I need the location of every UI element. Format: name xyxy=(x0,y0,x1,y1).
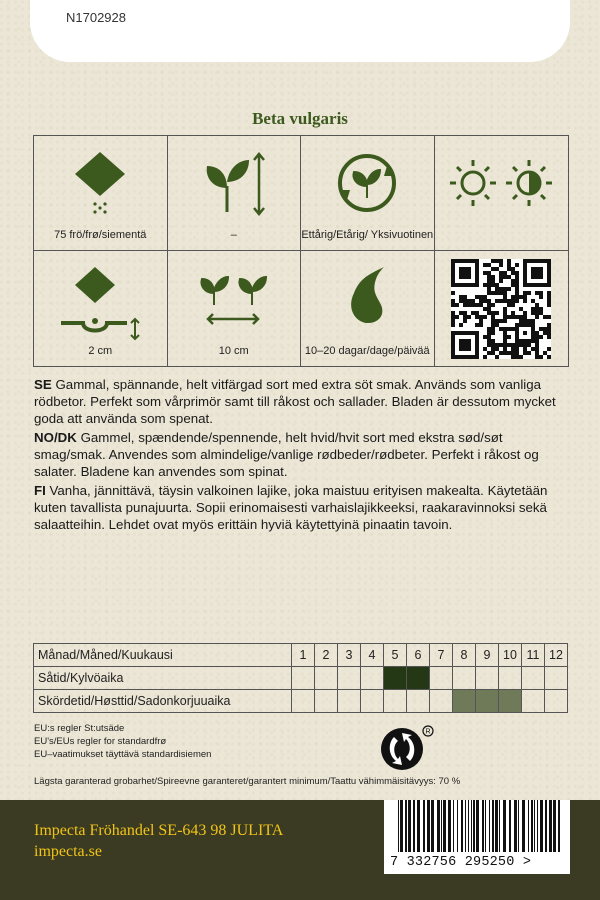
sow-month-4 xyxy=(361,667,384,690)
plant-spacing-label: 10 cm xyxy=(218,345,249,357)
sow-month-9 xyxy=(476,667,499,690)
description-fi-text: Vanha, jännittävä, täysin valkoinen lajike, joka maistuu erityisen makealta. Käytetään kuten tavallista punajuurta. Sopii erinomaisesti varhaislajikkeeksi, raakaravinnoksi sekä salaatteihin. Lehdet ovat myös erittäin hyviä käytettyinä pinaatin tavoin. xyxy=(34,483,548,532)
sow-month-6 xyxy=(407,667,430,690)
sow-month-3 xyxy=(338,667,361,690)
month-5: 5 xyxy=(384,644,407,667)
plant-spacing-icon xyxy=(194,263,274,333)
calendar-header-row xyxy=(34,644,568,667)
sow-month-11 xyxy=(522,667,545,690)
regulation-fi: EU–vaatimukset täyttävä standardisiemen xyxy=(34,749,212,760)
harvest-month-7 xyxy=(430,690,453,713)
annual-cycle-icon xyxy=(332,148,402,218)
month-4: 4 xyxy=(361,644,384,667)
svg-text:R: R xyxy=(425,728,431,736)
lifecycle-label: Ettårig/Etårig/ Yksivuotinen xyxy=(301,229,434,241)
description-no-dk xyxy=(34,429,566,480)
sow-month-10 xyxy=(499,667,522,690)
harvest-month-10 xyxy=(499,690,522,713)
sowing-depth-label: 2 cm xyxy=(88,345,113,357)
seed-count-label: 75 frö/frø/siementä xyxy=(54,229,147,241)
harvest-month-11 xyxy=(522,690,545,713)
green-dot-recycle-icon xyxy=(380,723,436,773)
icon-cell-lifecycle xyxy=(301,136,435,251)
sow-month-1 xyxy=(292,667,315,690)
icon-cell-seeds xyxy=(34,136,168,251)
month-6: 6 xyxy=(407,644,430,667)
calendar-sow-row xyxy=(34,667,568,690)
icon-cell-spacing xyxy=(168,251,302,366)
sow-month-8 xyxy=(453,667,476,690)
company-address xyxy=(34,820,283,862)
description-se-text: Gammal, spännande, helt vitfärgad sort med extra söt smak. Används som vanliga rödbetor. Perfekt som vårprimör samt till råkost och sallader. Bladen är dessutom mycket goda att använda som spenat. xyxy=(34,377,556,426)
month-8: 8 xyxy=(453,644,476,667)
harvest-month-2 xyxy=(315,690,338,713)
species-name: Beta vulgaris xyxy=(252,109,348,128)
month-3: 3 xyxy=(338,644,361,667)
barcode-digits: 7 332756 295250 > xyxy=(384,852,570,874)
growing-calendar xyxy=(33,643,568,713)
harvest-row-label: Skördetid/Høsttid/Sadonkorjuuaika xyxy=(34,690,292,713)
icon-cell-qr xyxy=(435,251,569,366)
sun-halfsun-icon xyxy=(443,148,559,218)
company-name: Impecta Fröhandel SE-643 98 JULITA xyxy=(34,822,284,839)
plant-height-label: – xyxy=(230,229,237,241)
regulations-text xyxy=(34,722,211,761)
description-block xyxy=(34,376,566,535)
icon-cell-depth xyxy=(34,251,168,366)
seed-packet-dots-icon xyxy=(65,148,135,218)
harvest-month-8 xyxy=(453,690,476,713)
lang-code-fi: FI xyxy=(34,483,46,498)
harvest-month-1 xyxy=(292,690,315,713)
month-2: 2 xyxy=(315,644,338,667)
sowing-depth-icon xyxy=(55,263,145,343)
month-7: 7 xyxy=(430,644,453,667)
sow-month-2 xyxy=(315,667,338,690)
company-website[interactable]: impecta.se xyxy=(34,843,102,860)
germination-guarantee: Lägsta garanterad grobarhet/Spireevne garanteret/garantert minimum/Taattu vähimmäisitävyys: 70 % xyxy=(34,776,461,787)
icon-grid xyxy=(33,135,569,367)
sow-month-5 xyxy=(384,667,407,690)
sow-month-12 xyxy=(545,667,568,690)
plant-height-icon xyxy=(199,148,269,218)
product-code: N1702928 xyxy=(66,10,126,25)
month-1: 1 xyxy=(292,644,315,667)
regulation-se: EU:s regler St:utsäde xyxy=(34,723,125,734)
description-se xyxy=(34,376,566,427)
harvest-month-6 xyxy=(407,690,430,713)
harvest-month-5 xyxy=(384,690,407,713)
germination-seed-icon xyxy=(332,263,402,333)
lang-code-se: SE xyxy=(34,377,52,392)
germination-label: 10–20 dagar/dage/päivää xyxy=(304,345,430,357)
sow-month-7 xyxy=(430,667,453,690)
month-11: 11 xyxy=(522,644,545,667)
description-no-dk-text: Gammel, spændende/spennende, helt hvid/hvit sort med ekstra sød/søt smag/smak. Anvendes som almindelige/vanlige rødbeder/rødbeter. Perfekt i råkost og salater. Bladene kan anvendes som spinat. xyxy=(34,430,539,479)
sow-row-label: Såtid/Kylvöaika xyxy=(34,667,292,690)
icon-cell-height xyxy=(168,136,302,251)
harvest-month-9 xyxy=(476,690,499,713)
harvest-month-4 xyxy=(361,690,384,713)
month-9: 9 xyxy=(476,644,499,667)
lang-code-no-dk: NO/DK xyxy=(34,430,77,445)
regulation-no-dk: EU's/EUs regler for standardfrø xyxy=(34,736,167,747)
calendar-month-header: Månad/Måned/Kuukausi xyxy=(34,644,292,667)
calendar-harvest-row xyxy=(34,690,568,713)
harvest-month-3 xyxy=(338,690,361,713)
icon-cell-germination xyxy=(301,251,435,366)
qr-code-icon[interactable] xyxy=(451,259,551,359)
icon-cell-sun xyxy=(435,136,569,251)
harvest-month-12 xyxy=(545,690,568,713)
month-10: 10 xyxy=(499,644,522,667)
description-fi xyxy=(34,482,566,533)
month-12: 12 xyxy=(545,644,568,667)
